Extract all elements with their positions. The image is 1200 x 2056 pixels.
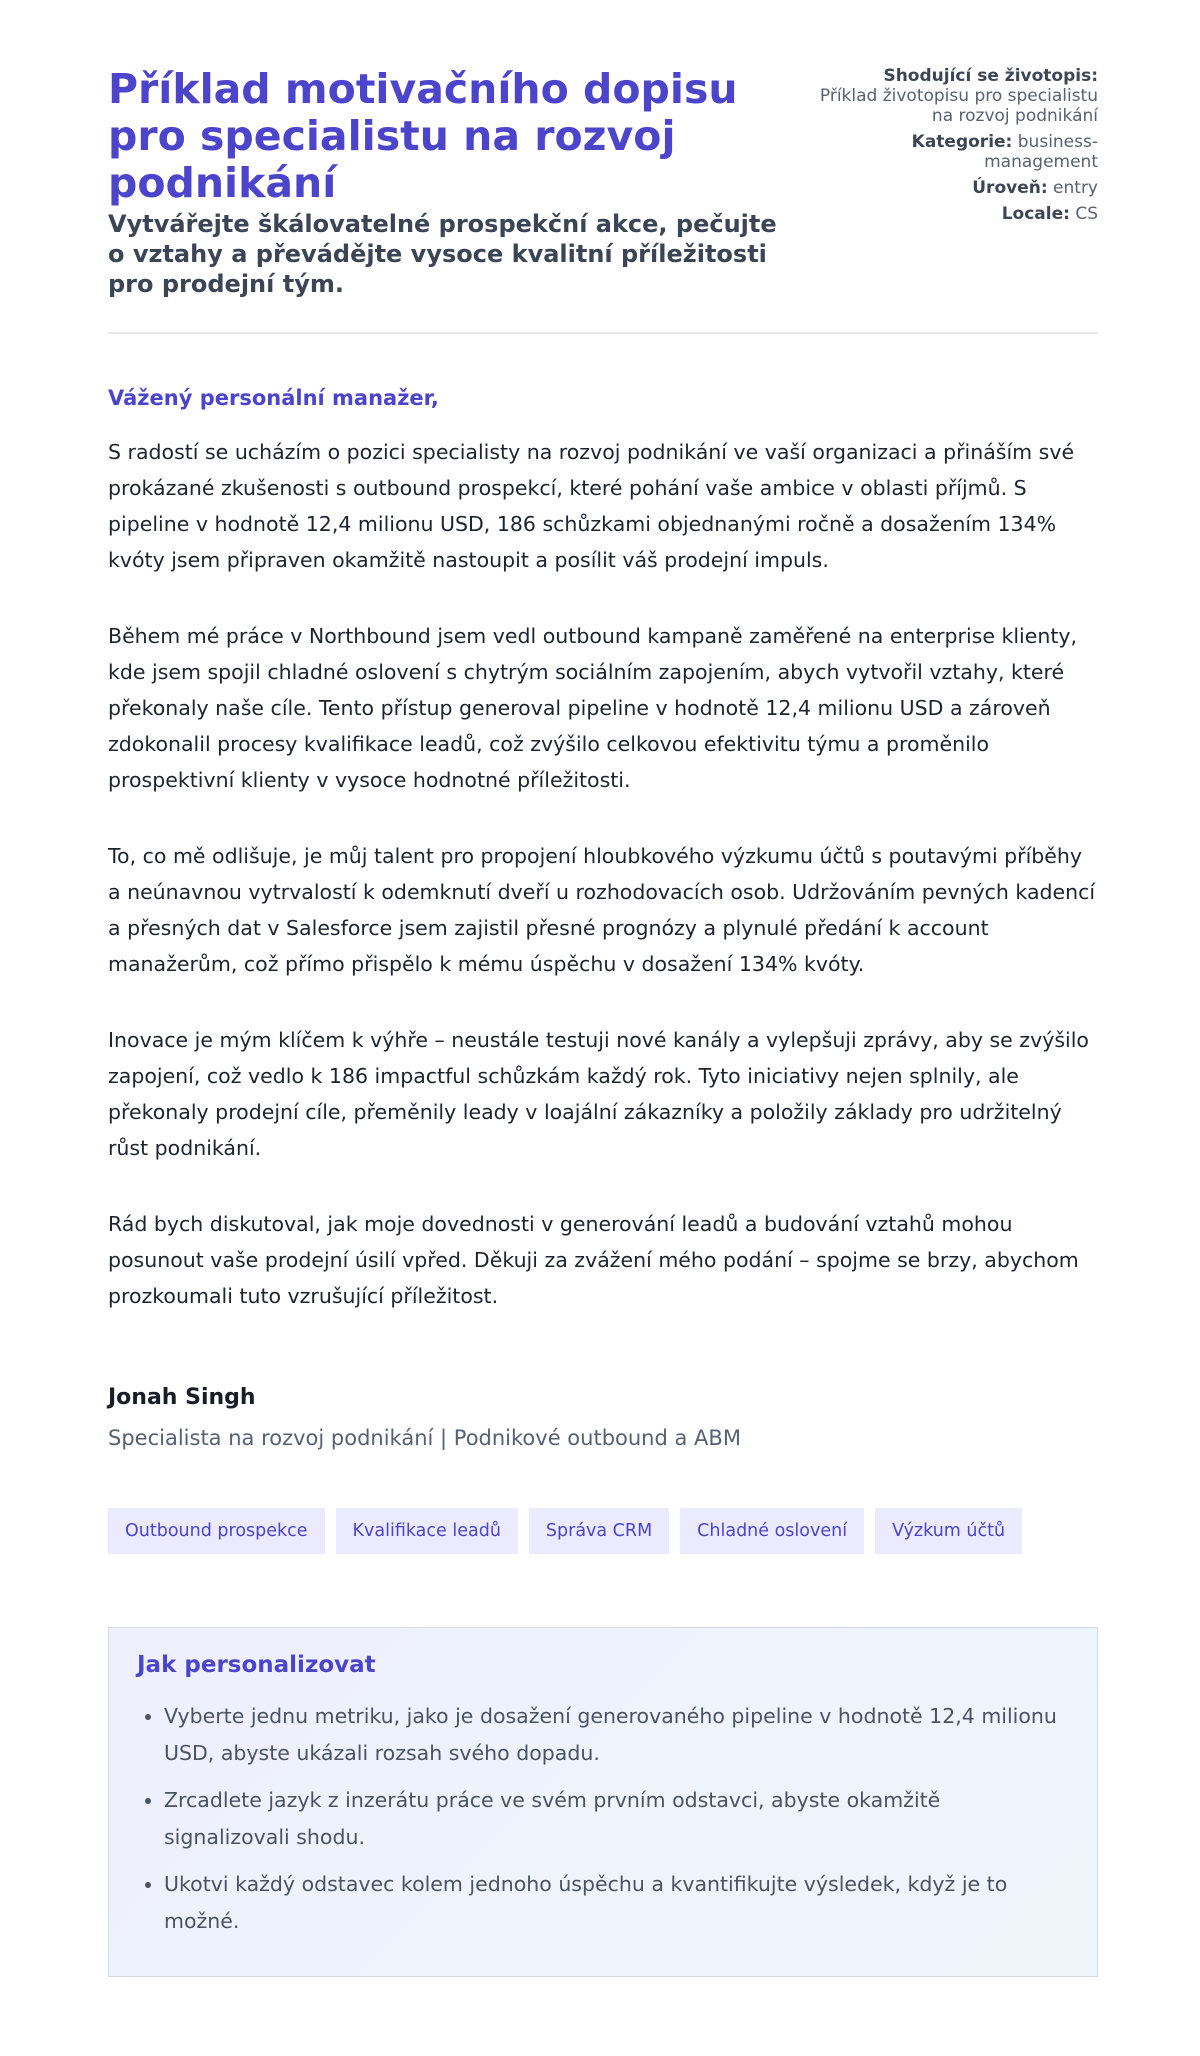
skill-tag: Chladné oslovení bbox=[680, 1508, 864, 1554]
meta-category-label: Kategorie: bbox=[911, 132, 1013, 152]
letter-paragraph: Rád bych diskutoval, jak moje dovednosti v generování leadů a budování vztahů mohou posunout vaše prodejní úsilí vpřed. Děkuji za zvážení mého podání – spojme se brzy, abychom prozkoumali tuto vzrušující příležitost. bbox=[108, 1212, 1079, 1308]
cover-letter-page bbox=[108, 0, 1098, 1977]
meta-panel bbox=[798, 66, 1098, 230]
page-header bbox=[108, 66, 1098, 332]
skill-tag: Výzkum účtů bbox=[875, 1508, 1022, 1554]
personalization-tips bbox=[108, 1627, 1098, 1977]
tips-item: • Vyberte jednu metriku, jako je dosažení generovaného pipeline v hodnotě 12,4 milionu USD, abyste ukázali rozsah svého dopadu. bbox=[164, 1698, 1069, 1772]
skill-tag: Správa CRM bbox=[529, 1508, 669, 1554]
meta-locale-label: Locale: bbox=[1001, 204, 1070, 224]
letter-paragraph: To, co mě odlišuje, je můj talent pro propojení hloubkového výzkumu účtů s poutavými příběhy a neúnavnou vytrvalostí k odemknutí dveří u rozhodovacích osob. Udržováním pevných kadencí a přesných dat v Salesforce jsem zajistil přesné prognózy a plynulé předání k account manažerům, což přímo přispělo k mému úspěchu v dosažení 134% kvóty. bbox=[108, 844, 1096, 976]
tips-title: Jak personalizovat bbox=[137, 1652, 376, 1678]
tips-item: • Ukotvi každý odstavec kolem jednoho úspěchu a kvantifikujte výsledek, když je to možné. bbox=[164, 1866, 1069, 1940]
title-block bbox=[108, 66, 788, 299]
skill-tag: Outbound prospekce bbox=[108, 1508, 325, 1554]
header-divider bbox=[108, 332, 1098, 334]
meta-matching-resume bbox=[798, 66, 1098, 126]
meta-level-value: entry bbox=[1053, 178, 1098, 198]
letter-paragraph: Inovace je mým klíčem k výhře – neustále testuji nové kanály a vylepšuji zprávy, aby se zvýšilo zapojení, což vedlo k 186 impactful schůzkám každý rok. Tyto iniciativy nejen splnily, ale překonaly prodejní cíle, přeměnily leady v loajální zákazníky a položily základy pro udržitelný růst podnikání. bbox=[108, 1028, 1089, 1160]
letter-paragraph: S radostí se ucházím o pozici specialisty na rozvoj podnikání ve vaší organizaci a přináším své prokázané zkušenosti s outbound prospekcí, které pohání vaše ambice v oblasti příjmů. S pipeline v hodnotě 12,4 milionu USD, 186 schůzkami objednanými ročně a dosažením 134% kvóty jsem připraven okamžitě nastoupit a posílit váš prodejní impuls. bbox=[108, 440, 1075, 572]
meta-matching-resume-value[interactable]: Příklad životopisu pro specialistu na rozvoj podnikání bbox=[819, 86, 1098, 126]
meta-level-label: Úroveň: bbox=[972, 178, 1048, 198]
meta-level bbox=[798, 178, 1098, 198]
letter-body bbox=[108, 434, 1098, 1314]
signature-block bbox=[108, 1384, 1098, 1452]
skill-tags bbox=[108, 1508, 1098, 1554]
meta-category-value: business-management bbox=[984, 132, 1098, 172]
meta-matching-resume-label: Shodující se životopis: bbox=[883, 66, 1098, 86]
letter-paragraph: Během mé práce v Northbound jsem vedl outbound kampaně zaměřené na enterprise klienty, kde jsem spojil chladné oslovení s chytrým sociálním zapojením, abych vytvořil vztahy, které překonaly naše cíle. Tento přístup generoval pipeline v hodnotě 12,4 milionu USD a zároveň zdokonalil procesy kvalifikace leadů, což zvýšilo celkovou efektivitu týmu a proměnilo prospektivní klienty v vysoce hodnotné příležitosti. bbox=[108, 624, 1078, 792]
signature-role: Specialista na rozvoj podnikání | Podnikové outbound a ABM bbox=[108, 1426, 741, 1450]
meta-category bbox=[798, 132, 1098, 172]
signature-name: Jonah Singh bbox=[108, 1385, 256, 1410]
page-title: Příklad motivačního dopisu pro specialistu na rozvoj podnikání bbox=[108, 65, 738, 207]
meta-locale bbox=[798, 204, 1098, 224]
tips-item: • Zrcadlete jazyk z inzerátu práce ve svém prvním odstavci, abyste okamžitě signalizovali shodu. bbox=[164, 1782, 1069, 1856]
skill-tag: Kvalifikace leadů bbox=[336, 1508, 518, 1554]
page-subtitle: Vytvářejte škálovatelné prospekční akce, pečujte o vztahy a převádějte vysoce kvalitní příležitosti pro prodejní tým. bbox=[108, 210, 777, 298]
letter-salutation: Vážený personální manažer, bbox=[108, 386, 439, 410]
tips-list bbox=[137, 1698, 1069, 1940]
meta-locale-value: CS bbox=[1075, 204, 1098, 224]
